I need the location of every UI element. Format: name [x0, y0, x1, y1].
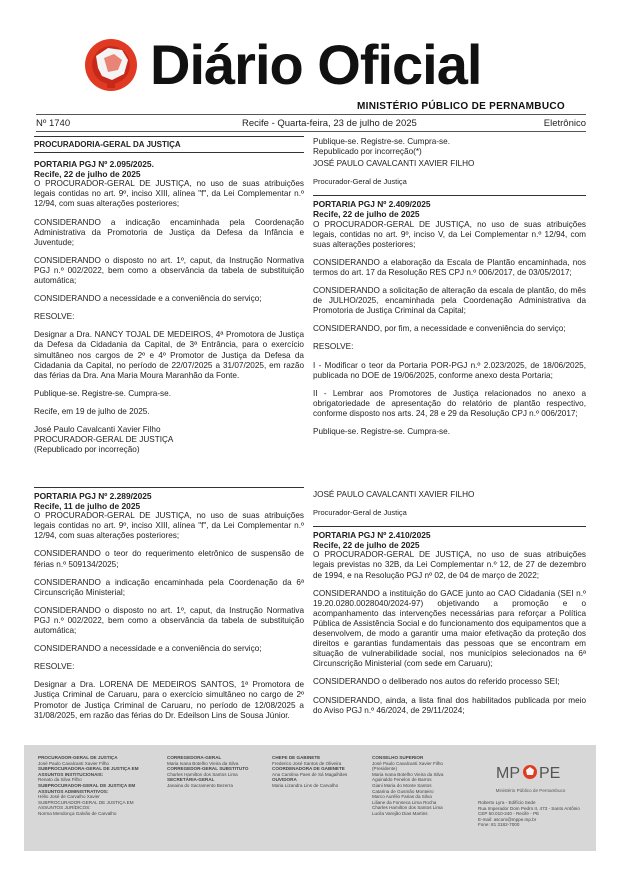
divider [313, 526, 586, 527]
footer-text: José Paulo Cavalcanti Xavier Filho [38, 760, 109, 766]
signature-note: (Republicado por incorreção) [34, 445, 140, 455]
paragraph: Designar a Dra. LORENA DE MEDEIROS SANTOS, 1ª Promotora de Justiça Criminal de Caruaru, para o exercício simultâneo no cargo de 2º Promotor de Justiça Criminal de Caruaru, no período de 12/08/2025 a 31/08/2025, em razão das férias do Dr. Edeilson Lins de Sousa Júnior. [34, 680, 304, 720]
footer-column-conselho [372, 755, 472, 817]
paragraph: Publique-se. Registre-se. Cumpra-se. [34, 388, 171, 398]
portaria-title: PORTARIA PGJ Nº 2.409/2025 [313, 199, 431, 210]
paragraph: Republicado por incorreção(*) [313, 147, 422, 157]
footer-heading: CORREGEDORA-GERAL [167, 755, 222, 760]
paragraph: RESOLVE: [313, 342, 354, 352]
right-column-lower [313, 490, 586, 724]
paragraph: O PROCURADOR-GERAL DE JUSTIÇA, no uso de suas atribuições legais, contidas no art. 9º, inciso V, da Lei Complementar n.º 12/94, com suas alterações posteriores; [313, 219, 586, 249]
footer-text: Maria Ivana Botelho Vieira da Silva [167, 760, 239, 766]
paragraph: CONSIDERANDO a instituição do GACE junto ao CAO Cidadania (SEI n.º 19.20.0280.0028040/2024-97) objetivando a promoção e o acompanhamento das intervenções necessárias para reforçar a Política Pública de Assistência Social e do funcionamento dos equipamentos que a desenvolvem, de modo a garantir uma maior efetivação da proteção dos direitos e garantias fundamentais das pessoas que se encontram em situação de vulnerabilidade social, nos municípios selecionados na 6ª Circunscrição Ministerial (com sede em Caruaru); [313, 588, 586, 669]
paragraph: CONSIDERANDO o teor do requerimento eletrônico de suspensão de férias n.º 509134/2025; [34, 549, 304, 569]
footer-address-line: Rua Imperador Dom Pedro II, 473 - Santo Antônio [478, 805, 580, 811]
footer-text: Frederico José Santos de Oliveira [272, 760, 342, 766]
footer-heading: SUBPROCURADOR-GERAL DE JUSTIÇA EM ASSUNTOS ADMINISTRATIVOS: [38, 782, 136, 794]
portaria-title: PORTARIA PGJ Nº 2.410/2025 [313, 530, 431, 541]
footer-text: Ana Carolina Paes de Sá Magalhães [272, 771, 348, 777]
footer-heading: PROCURADOR-GERAL DE JUSTIÇA [38, 755, 118, 760]
footer-address-line: Fone: 81 3182-7000 [478, 822, 520, 828]
footer-text: José Paulo Cavalcanti Xavier Filho [372, 760, 443, 766]
footer-address-line: E-mail: ascom@mppe.mp.br [478, 816, 537, 822]
mppe-logo-subtitle: Ministério Público de Pernambuco [495, 788, 566, 793]
footer-address-line: CEP 50.010-240 - Recife - PE [478, 811, 540, 817]
signature-role: Procurador-Geral de Justiça [313, 177, 407, 187]
footer-heading: OUVIDORA [272, 777, 297, 783]
footer-text: Charles Hamilton dos Santos Lima [372, 805, 443, 811]
paragraph: CONSIDERANDO a indicação encaminhada pela Coordenação Administrativa da Promotoria de Justiça da Defesa da Infância e Juventude; [34, 217, 304, 247]
paragraph: CONSIDERANDO a necessidade e a conveniência do serviço; [34, 644, 262, 654]
portaria-2289 [34, 491, 304, 721]
masthead-subtitle: MINISTÉRIO PÚBLICO DE PERNAMBUCO [357, 101, 565, 112]
paragraph: CONSIDERANDO, ainda, a lista final dos habilitados publicada por meio do Aviso PGJ n.º 46/2024, de 29/11/2024; [313, 695, 586, 715]
edition-date: Recife - Quarta-feira, 23 de julho de 2025 [242, 118, 417, 129]
footer-text: Norma Mendonça Galvão de Carvalho [38, 810, 117, 816]
mppe-brasao-icon [82, 34, 140, 96]
mppe-logo-letters: MP [496, 765, 520, 782]
footer-text: Charles Hamilton dos Santos Lima [167, 771, 238, 777]
mppe-logo-letters: PE [539, 765, 561, 782]
edition-bar [36, 117, 586, 131]
footer-text: Liliane da Fonseca Lima Rocha [372, 799, 437, 805]
footer-text: Catarina de Gusmão Monteiro [372, 788, 434, 794]
footer-column-corregedoria [167, 755, 267, 789]
mppe-logo-icon [478, 762, 583, 782]
section-heading: PROCURADORIA-GERAL DA JUSTIÇA [34, 136, 304, 153]
left-column [34, 136, 304, 455]
portaria-title: PORTARIA PGJ Nº 2.289/2025 [34, 491, 152, 501]
right-column [313, 137, 586, 445]
edition-number: Nº 1740 [36, 118, 71, 129]
left-column-lower [34, 482, 304, 729]
paragraph: O PROCURADOR-GERAL DE JUSTIÇA, no uso de suas atribuições legais previstas no 32B, da Lei Complementar n.º 12, de 27 de dezembro de 1994, e na Resolução PGJ nº 02, de 04 de março de 2022; [313, 550, 586, 580]
footer-column-gabinete [272, 755, 367, 789]
portaria-date: Recife, 22 de julho de 2025 [34, 169, 141, 180]
paragraph: I - Modificar o teor da Portaria POR-PGJ n.º 2.023/2025, de 18/06/2025, publicada no DOE de 19/06/2025, conforme anexo desta Portaria; [313, 360, 586, 380]
paragraph: II - Lembrar aos Promotores de Justiça relacionados no anexo a obrigatoriedade de apresentação do relatório de plantão respectivo, conforme disposto nos arts. 24, 28 e 29 da Resolução CPJ n.º 006/2017; [313, 388, 586, 418]
footer-column-direction [38, 755, 156, 817]
paragraph: Publique-se. Registre-se. Cumpra-se. [313, 137, 450, 146]
paragraph: CONSIDERANDO a solicitação de alteração da escala de plantão, do mês de JULHO/2025, encaminhada pela Coordenação Administrativa da Promotoria de Justiça Criminal da Capital; [313, 286, 586, 316]
footer-text: Maria Ivana Botelho Vieira da Silva [372, 771, 444, 777]
signature-name: JOSÉ PAULO CAVALCANTI XAVIER FILHO [313, 159, 475, 169]
paragraph: CONSIDERANDO a necessidade e a conveniência do serviço; [34, 294, 262, 304]
footer-text: Hélio José de Carvalho Xavier [38, 794, 100, 800]
paragraph: Recife, em 19 de julho de 2025. [34, 406, 150, 416]
header-rule [36, 114, 586, 115]
footer-heading: COORDENADORA DE GABINETE [272, 766, 345, 772]
portaria-date: Recife, 22 de julho de 2025 [313, 540, 420, 551]
footer-text: Aguinaldo Fenelon de Barros [372, 777, 432, 783]
paragraph: CONSIDERANDO a elaboração da Escala de Plantão encaminhada, nos termos do art. 17 da Resolução RES CPJ n.º 006/2017, de 03/05/2017; [313, 257, 586, 277]
paragraph: RESOLVE: [34, 312, 75, 322]
footer-address [478, 800, 586, 828]
paragraph: Designar a Dra. NANCY TOJAL DE MEDEIROS, 4ª Promotora de Justiça da Defesa da Cidadania da Capital, de 3ª Entrância, para o exercício simultâneo nos cargos de 2º e 4º Promotor de Justiça da Defesa da Cidadania da Capital, no período de 22/07/2025 a 31/07/2025, em razão das férias da Dra. Ana Maria Moura Maranhão da Fonte. [34, 330, 304, 380]
footer-heading: CHEFE DE GABINETE [272, 755, 321, 760]
paragraph: O PROCURADOR-GERAL DE JUSTIÇA, no uso de suas atribuições legais contidas no art. 9º, inciso XIII, alínea "f", da Lei Complementar n.º 12/94, com suas alterações posteriores; [34, 179, 304, 209]
portaria-2410 [313, 530, 586, 716]
footer-address-line: Roberto Lyra - Edifício Sede [478, 800, 536, 805]
paragraph: Publique-se. Registre-se. Cumpra-se. [313, 426, 450, 436]
paragraph: O PROCURADOR-GERAL DE JUSTIÇA, no uso de suas atribuições legais contidas no art. 9º, inciso XIII, alínea "f", da Lei Complementar n.º 12/94, com suas alterações posteriores; [34, 511, 304, 541]
edition-type: Eletrônico [543, 118, 586, 129]
portaria-title: PORTARIA PGJ Nº 2.095/2025. [34, 159, 154, 170]
footer-heading: SECRETÁRIA-GERAL [167, 777, 215, 783]
portaria-2095 [34, 159, 304, 455]
footer-text: SUBPROCURADOR-GERAL DE JUSTIÇA EM ASSUNTOS JURÍDICOS: [38, 799, 134, 811]
masthead-title: Diário Oficial [150, 33, 482, 96]
footer-text: Giani Maria do Monte Santos [372, 782, 432, 788]
signature-name: JOSÉ PAULO CAVALCANTI XAVIER FILHO [313, 490, 475, 499]
divider [313, 195, 586, 196]
portaria-2409 [313, 199, 586, 437]
divider [34, 487, 304, 488]
footer-text: Lucila Varejão Dias Martins [372, 810, 428, 816]
footer-text: Janaina do Sacramento Bezerra [167, 782, 233, 788]
paragraph: CONSIDERANDO o deliberado nos autos do referido processo SEI; [313, 677, 560, 687]
footer-heading: CONSELHO SUPERIOR [372, 755, 424, 760]
portaria-date: Recife, 11 de julho de 2025 [34, 501, 141, 512]
header-rule [36, 131, 586, 132]
portaria-date: Recife, 22 de julho de 2025 [313, 209, 420, 220]
footer-text: Maria Lizandra Lins de Carvalho [272, 782, 339, 788]
footer-heading: CORREGEDOR-GERAL SUBSTITUTO [167, 766, 249, 772]
signature-name: José Paulo Cavalcanti Xavier Filho [34, 424, 161, 434]
footer-text: Marco Aurélio Farias da Silva [372, 794, 432, 800]
footer-text: Renato da Silva Filho [38, 777, 82, 783]
paragraph: CONSIDERANDO, por fim, a necessidade e conveniência do serviço; [313, 324, 566, 334]
signature-role: PROCURADOR-GERAL DE JUSTIÇA [34, 435, 174, 445]
footer-text: (Presidente) [372, 766, 398, 772]
mppe-logo [478, 762, 583, 792]
paragraph: RESOLVE: [34, 662, 75, 672]
paragraph: CONSIDERANDO o disposto no art. 1º, caput, da Instrução Normativa PGJ n.º 002/2022, bem como a observância da tabela de substituição automática; [34, 605, 304, 636]
paragraph: CONSIDERANDO o disposto no art. 1º, caput, da Instrução Normativa PGJ n.º 002/2022, bem como a observância da tabela de substituição automática; [34, 255, 304, 286]
paragraph: CONSIDERANDO a indicação encaminhada pela Coordenação da 6ª Circunscrição Ministerial; [34, 577, 304, 597]
footer-heading: SUBPROCURADORA-GERAL DE JUSTIÇA EM ASSUNTOS INSTITUCIONAIS: [38, 766, 139, 777]
signature-role: Procurador-Geral de Justiça [313, 508, 407, 518]
